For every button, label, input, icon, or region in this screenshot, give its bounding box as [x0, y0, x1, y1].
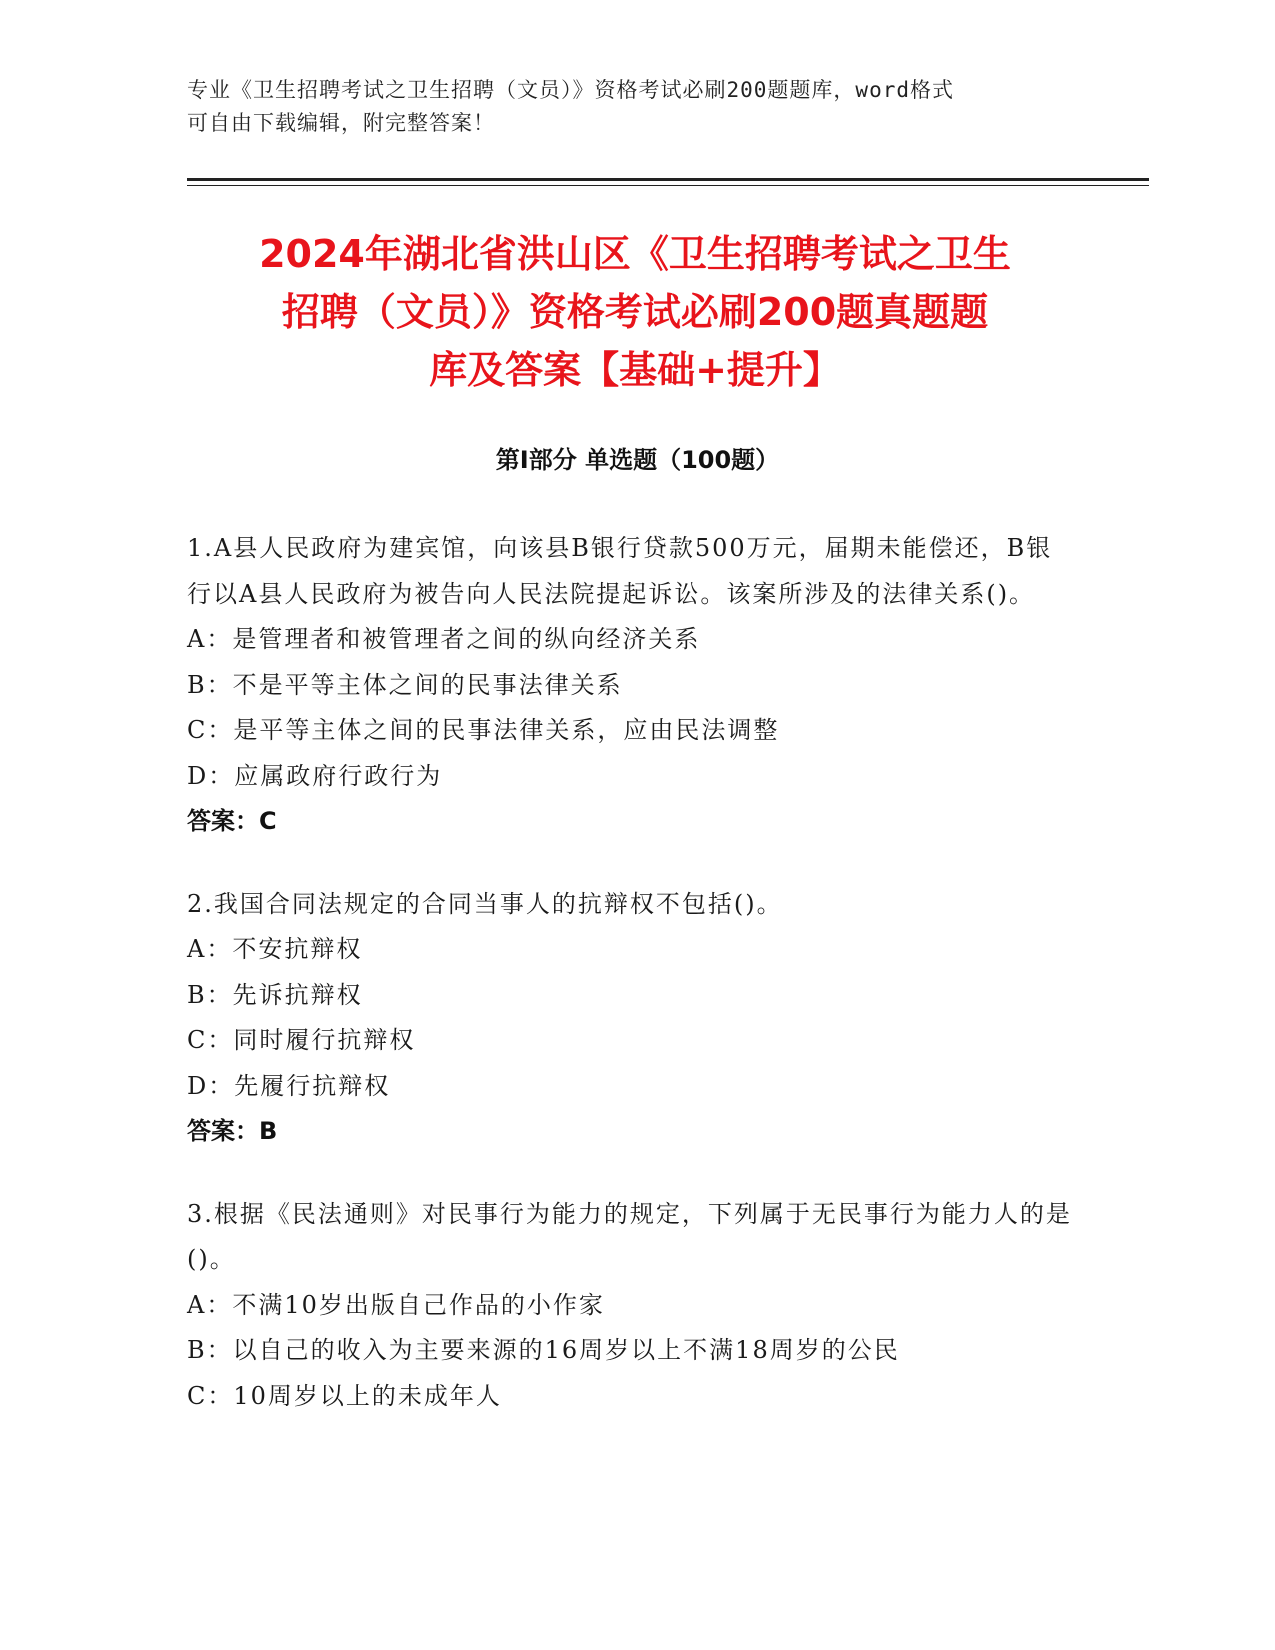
option-b: B：不是平等主体之间的民事法律关系	[187, 670, 623, 699]
option-b: B：先诉抗辩权	[187, 980, 363, 1009]
option-b: B：以自己的收入为主要来源的16周岁以上不满18周岁的公民	[187, 1336, 900, 1364]
title-line-3: 库及答案【基础+提升】	[429, 348, 841, 392]
document-title	[180, 225, 1090, 399]
question-1	[187, 526, 1077, 845]
answer: 答案：B	[187, 1117, 278, 1145]
option-d: D：应属政府行政行为	[187, 761, 443, 790]
option-c: C：10周岁以上的未成年人	[187, 1381, 502, 1410]
title-line-2: 招聘（文员）》资格考试必刷200题真题题	[281, 290, 989, 334]
section-title: 第I部分 单选题（100题）	[495, 446, 780, 474]
header-note	[187, 74, 1067, 140]
answer: 答案：C	[187, 807, 277, 835]
header-note-line-1: 专业《卫生招聘考试之卫生招聘（文员）》资格考试必刷200题题库，word格式	[187, 78, 954, 102]
question-3	[187, 1192, 1077, 1420]
option-c: C：是平等主体之间的民事法律关系，应由民法调整	[187, 716, 780, 744]
question-stem: 2.我国合同法规定的合同当事人的抗辩权不包括()。	[187, 889, 783, 918]
option-d: D：先履行抗辩权	[187, 1071, 391, 1100]
header-divider-thick	[187, 178, 1149, 181]
question-stem: 1.A县人民政府为建宾馆，向该县B银行贷款500万元，届期未能偿还，B银行以A县人民政府为被告向人民法院提起诉讼。该案所涉及的法律关系()。	[187, 534, 1053, 608]
option-a: A：是管理者和被管理者之间的纵向经济关系	[187, 625, 701, 653]
title-line-1: 2024年湖北省洪山区《卫生招聘考试之卫生	[259, 232, 1011, 276]
question-list	[187, 526, 1077, 1456]
question-2	[187, 882, 1077, 1155]
option-c: C：同时履行抗辩权	[187, 1026, 416, 1054]
option-a: A：不满10岁出版自己作品的小作家	[187, 1290, 605, 1319]
header-divider-thin	[187, 185, 1149, 186]
question-stem: 3.根据《民法通则》对民事行为能力的规定，下列属于无民事行为能力人的是()。	[187, 1199, 1072, 1273]
header-note-line-2: 可自由下载编辑，附完整答案！	[187, 111, 495, 135]
option-a: A：不安抗辩权	[187, 935, 363, 963]
